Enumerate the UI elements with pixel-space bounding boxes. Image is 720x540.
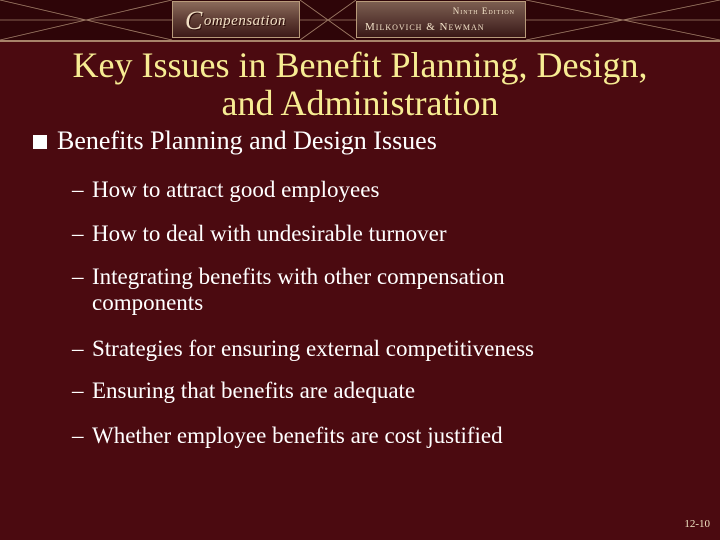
list-item-text: Whether employee benefits are cost justified (92, 423, 503, 448)
logo-initial: C (185, 6, 203, 35)
compensation-logo (172, 1, 300, 38)
main-bullet-text: Benefits Planning and Design Issues (57, 126, 437, 155)
list-item (72, 378, 672, 404)
logo-rest: ompensation (203, 13, 287, 29)
edition-label: Ninth Edition (452, 6, 515, 16)
list-item-continuation: components (92, 290, 204, 315)
list-item (72, 336, 672, 362)
slide-title (20, 46, 700, 122)
header-banner (0, 0, 720, 42)
edition-box (356, 1, 526, 38)
list-item-text: How to attract good employees (92, 177, 380, 202)
list-item (72, 264, 672, 316)
dash-marker: – (72, 423, 84, 448)
dash-marker: – (72, 221, 84, 246)
list-item-text: How to deal with undesirable turnover (92, 221, 447, 246)
dash-marker: – (72, 378, 84, 403)
list-item-text: Strategies for ensuring external competitiveness (92, 336, 534, 361)
main-bullet (33, 126, 437, 156)
list-item-text: Integrating benefits with other compensation (92, 264, 505, 289)
title-line-2: and Administration (221, 83, 499, 123)
list-item (72, 177, 672, 203)
dash-marker: – (72, 264, 84, 289)
dash-marker: – (72, 177, 84, 202)
square-bullet-icon (33, 135, 47, 149)
page-number: 12-10 (684, 518, 710, 530)
dash-marker: – (72, 336, 84, 361)
authors-label: Milkovich & Newman (365, 21, 485, 33)
list-item (72, 221, 672, 247)
list-item (72, 423, 672, 449)
title-line-1: Key Issues in Benefit Planning, Design, (72, 45, 648, 85)
list-item-text: Ensuring that benefits are adequate (92, 378, 416, 403)
